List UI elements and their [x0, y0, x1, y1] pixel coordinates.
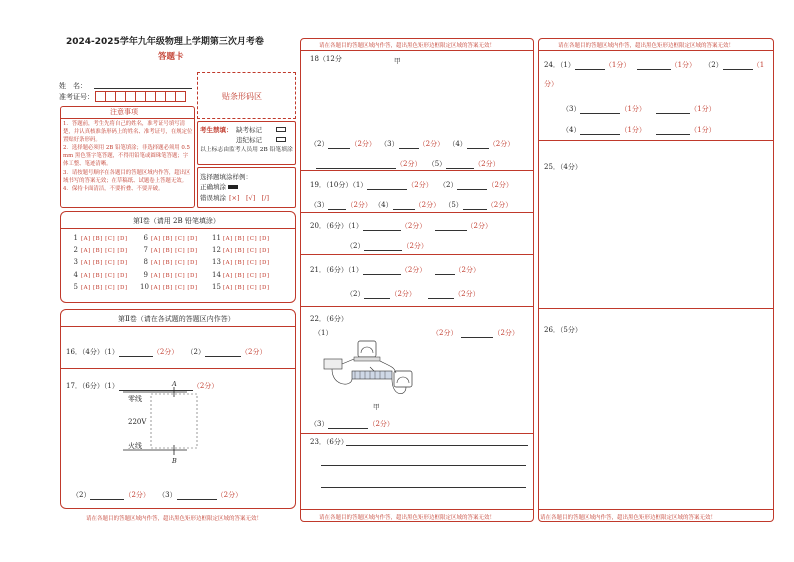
q17-label: 17．（6分）（1）	[66, 382, 119, 390]
q16-1-answer[interactable]	[119, 349, 153, 357]
page-title: 2024-2025学年九年级物理上学期第三次月考卷	[66, 37, 264, 47]
q22-row-b	[432, 328, 519, 338]
q19-5-label: （5）	[444, 201, 463, 209]
q17-point-a: A	[172, 380, 177, 388]
notice-title: 注意事项	[110, 108, 138, 116]
q17-live-label: 火线	[128, 442, 142, 450]
q21-2b-answer[interactable]	[428, 291, 454, 299]
q24-1b-answer[interactable]	[637, 62, 671, 70]
q22-1-answer[interactable]	[461, 330, 493, 338]
violation-label: 违纪标记	[236, 136, 262, 144]
notice-item: 3．请按题号顺序在各题目的答题区域内作答，超出区域书写的答案无效；在草稿纸、试题卷上答题无效。	[63, 169, 191, 184]
page-subtitle: 答题卡	[158, 52, 184, 62]
q18-4b-answer[interactable]	[316, 161, 396, 169]
q19-1-score: （2分）	[407, 181, 433, 189]
q23-label: 23．（6分）	[310, 438, 348, 446]
q19-3-answer[interactable]	[328, 202, 346, 210]
q21-2b-score: （2分）	[454, 290, 480, 298]
middle-column-box	[300, 38, 534, 522]
q21-row	[310, 265, 480, 275]
q20-1-score: （2分）	[400, 222, 427, 230]
q24-3-score: （1分）	[620, 105, 646, 113]
q21-2-label: （2）	[346, 290, 365, 298]
q24-row-3	[562, 104, 716, 114]
q19-row-2	[310, 200, 512, 210]
q20-1b-answer[interactable]	[435, 223, 467, 231]
q24-4b-score: （1分）	[690, 126, 716, 134]
q22-3-score: （2分）	[368, 420, 394, 428]
q21-1b-score: （2分）	[454, 266, 480, 274]
q19-3-score: （2分）	[346, 201, 372, 209]
q24-4-score: （1分）	[620, 126, 646, 134]
wrong-fill-label: 错误填涂	[200, 194, 226, 202]
q24-1b-score: （1分）	[670, 61, 697, 69]
absent-label: 缺考标记	[236, 126, 262, 134]
choice-row[interactable]: 14 [A] [B] [C] [D]	[212, 270, 270, 279]
q20-2-score: （2分）	[402, 242, 428, 250]
q18-5-label: （5）	[427, 160, 447, 168]
q21-2-answer[interactable]	[364, 291, 390, 299]
absent-mark[interactable]	[276, 127, 286, 132]
choice-row[interactable]: 6 [A] [B] [C] [D]	[143, 234, 198, 242]
q24-row-4	[562, 125, 716, 135]
q18-row-3	[316, 159, 500, 169]
q26-label: 26．（5分）	[544, 326, 582, 334]
q22-3-label: （3）	[310, 420, 329, 428]
q18-3-label: （3）	[380, 140, 399, 148]
q20-1-answer[interactable]	[363, 223, 401, 231]
q17-3-score: （2分）	[216, 491, 243, 499]
q24-2-answer[interactable]	[723, 62, 753, 70]
section2-title: 第Ⅱ卷（请在各试题的答题区内作答）	[118, 315, 235, 323]
q17-2-answer[interactable]	[90, 492, 124, 500]
q20-row	[310, 221, 492, 231]
q16-2-score: （2分）	[241, 348, 267, 356]
q19-4-answer[interactable]	[393, 202, 415, 210]
q22-label: 22．（6分）	[310, 315, 348, 323]
q21-1-answer[interactable]	[363, 267, 401, 275]
q20-2-answer[interactable]	[364, 243, 402, 251]
exam-status-title: 考生禁填：	[200, 126, 233, 134]
q16-2-answer[interactable]	[205, 349, 241, 357]
q21-label: 21．（6分）（1）	[310, 266, 363, 274]
q24-3-answer[interactable]	[580, 106, 620, 114]
q18-2-answer[interactable]	[328, 141, 350, 149]
q22-1-label: （1）	[314, 329, 333, 337]
q24-4-label: （4）	[562, 126, 581, 134]
q16-2-label: （2）	[186, 348, 205, 356]
q19-4-score: （2分）	[414, 201, 441, 209]
q17-2-label: （2）	[72, 491, 91, 499]
q22-figure-label: 甲	[373, 403, 380, 411]
q17-point-b: B	[172, 457, 177, 465]
q17-voltage-label: 220V	[128, 418, 147, 426]
q24-3-label: （3）	[562, 105, 581, 113]
choice-column-2	[140, 233, 198, 294]
choice-row[interactable]: 12 [A] [B] [C] [D]	[212, 246, 270, 255]
q21-1b-answer[interactable]	[435, 267, 455, 275]
notice-item: 1．答题前，考生先将自己的姓名，准考证号填写清楚，并认真核准条形码上的姓名、准考证号，在规定位置贴好条形码。	[63, 121, 193, 144]
warning-text: 请在各题目的答题区域内作答，超出黑色矩形边框限定区域的答案无效！	[86, 516, 263, 522]
q22-3-answer[interactable]	[328, 421, 368, 429]
q23-answer-line-3[interactable]	[321, 487, 526, 488]
choice-row[interactable]: 7 [A] [B] [C] [D]	[143, 246, 198, 255]
q24-4-answer[interactable]	[580, 127, 620, 135]
q24-2-score-wrap: 分）	[544, 80, 558, 88]
choice-row[interactable]: 8 [A] [B] [C] [D]	[143, 258, 198, 267]
q24-label: 24．（1）	[544, 61, 575, 69]
correct-fill-label: 正确填涂	[200, 183, 226, 191]
q18-2-label: （2）	[310, 140, 329, 148]
q18-label: 18（12分	[310, 55, 342, 63]
q17-neutral-label: 零线	[128, 395, 142, 403]
warning-text: 请在各题目的答题区域内作答，超出黑色矩形边框限定区域的答案无效！	[558, 43, 735, 49]
choice-row[interactable]: 5 [A] [B] [C] [D]	[73, 282, 128, 291]
notice-item: 2．选择题必须用 2B 铅笔填涂；非选择题必须用 0.5 mm 黑色签字笔答题，不得用铅笔或圆珠笔答题；字体工整、笔迹清晰。	[63, 145, 190, 168]
q24-4b-answer[interactable]	[656, 127, 690, 135]
choice-row[interactable]: 4 [A] [B] [C] [D]	[73, 270, 128, 279]
q22-row-3	[310, 419, 394, 429]
q21-row-2	[346, 289, 480, 299]
q24-2-score: （1	[752, 61, 765, 69]
q17-3-label: （3）	[158, 491, 177, 499]
q19-2-score: （2分）	[487, 181, 513, 189]
q18-4-score: （2分）	[488, 140, 515, 148]
choice-row[interactable]: 3 [A] [B] [C] [D]	[73, 258, 128, 267]
choice-row[interactable]: 11 [A] [B] [C] [D]	[212, 234, 270, 242]
q21-1-score: （2分）	[400, 266, 427, 274]
choice-row[interactable]: 2 [A] [B] [C] [D]	[73, 246, 128, 255]
q23-answer-line-1[interactable]	[346, 445, 528, 446]
choice-row[interactable]: 15 [A] [B] [C] [D]	[212, 282, 270, 291]
q19-1-answer[interactable]	[367, 182, 407, 190]
q19-2-answer[interactable]	[457, 182, 487, 190]
q17-circuit-diagram	[95, 378, 205, 468]
q18-row-2	[310, 139, 514, 149]
choice-row[interactable]: 1 [A] [B] [C] [D]	[73, 234, 128, 242]
warning-text: 请在各题目的答题区域内作答，超出黑色矩形边框限定区域的答案无效！	[319, 515, 496, 521]
exam-status-note: 以上标志由监考人员用 2B 铅笔填涂	[200, 147, 293, 153]
id-field[interactable]	[96, 91, 186, 102]
q21-2-score: （2分）	[390, 290, 416, 298]
q20-2-label: （2）	[346, 242, 365, 250]
choice-column-1	[70, 233, 128, 294]
q18-5-score: （2分）	[474, 160, 500, 168]
fill-example-title: 选择题填涂样例：	[200, 173, 252, 181]
section1-title: 第Ⅰ卷（请用 2B 铅笔填涂）	[133, 217, 220, 225]
name-label: 姓 名：	[59, 82, 87, 90]
warning-text: 请在各题目的答题区域内作答，超出黑色矩形边框限定区域的答案无效！	[540, 515, 717, 521]
q19-4-label: （4）	[374, 201, 393, 209]
q24-2-label: （2）	[704, 61, 723, 69]
q24-1-answer[interactable]	[575, 62, 605, 70]
q16-row	[66, 347, 266, 357]
q18-3-answer[interactable]	[399, 141, 419, 149]
notice-item: 4．保持卡面清洁，不要折叠、不要弄破。	[63, 185, 164, 192]
q18-4-answer[interactable]	[467, 141, 489, 149]
notice-list	[63, 120, 193, 193]
q19-row	[310, 180, 513, 190]
q17-3-answer[interactable]	[177, 492, 217, 500]
q19-label: 19．（10分）（1）	[310, 181, 368, 189]
q18-figure-label: 甲	[394, 57, 401, 65]
choice-column-3	[212, 233, 270, 294]
warning-text: 请在各题目的答题区域内作答，超出黑色矩形边框限定区域的答案无效！	[319, 43, 496, 49]
q19-3-label: （3）	[310, 201, 329, 209]
choice-grid	[70, 233, 295, 298]
q23-answer-line-2[interactable]	[321, 465, 526, 466]
q24-3b-answer[interactable]	[656, 106, 690, 114]
q16-label: 16．（4分）（1）	[66, 348, 119, 356]
q19-5-score: （2分）	[486, 201, 513, 209]
q22-1-score: （2分）	[432, 329, 458, 337]
q25-label: 25．（4分）	[544, 163, 582, 171]
q20-1b-score: （2分）	[466, 222, 492, 230]
choice-row[interactable]: 13 [A] [B] [C] [D]	[212, 258, 270, 267]
q19-2-label: （2）	[438, 181, 458, 189]
q16-1-score: （2分）	[152, 348, 179, 356]
barcode-label: 贴条形码区	[222, 92, 262, 101]
q18-5-answer[interactable]	[446, 161, 474, 169]
name-field[interactable]	[94, 88, 192, 89]
q20-label: 20．（6分）（1）	[310, 222, 363, 230]
q24-row	[544, 60, 764, 70]
q17-1-score: （2分）	[192, 382, 219, 390]
choice-row[interactable]: 10 [A] [B] [C] [D]	[140, 282, 198, 291]
q19-5-answer[interactable]	[463, 202, 487, 210]
id-label: 准考证号：	[59, 93, 94, 101]
q17-2-score: （2分）	[124, 491, 150, 499]
q22-1b-score: （2分）	[493, 329, 519, 337]
q22-circuit-diagram	[322, 337, 422, 407]
q18-4-label: （4）	[448, 140, 467, 148]
q18-3-score: （2分）	[418, 140, 445, 148]
violation-mark[interactable]	[276, 137, 286, 142]
correct-fill-mark	[228, 185, 238, 189]
q18-2-score: （2分）	[350, 140, 376, 148]
q24-3b-score: （1分）	[690, 105, 716, 113]
q24-1-score: （1分）	[604, 61, 631, 69]
choice-row[interactable]: 9 [A] [B] [C] [D]	[143, 270, 198, 279]
q20-row-2	[346, 241, 428, 251]
q17-row-2	[72, 490, 242, 500]
wrong-fill-marks: [×] [√] [/]	[229, 194, 269, 202]
q18-4b-score: （2分）	[396, 160, 422, 168]
